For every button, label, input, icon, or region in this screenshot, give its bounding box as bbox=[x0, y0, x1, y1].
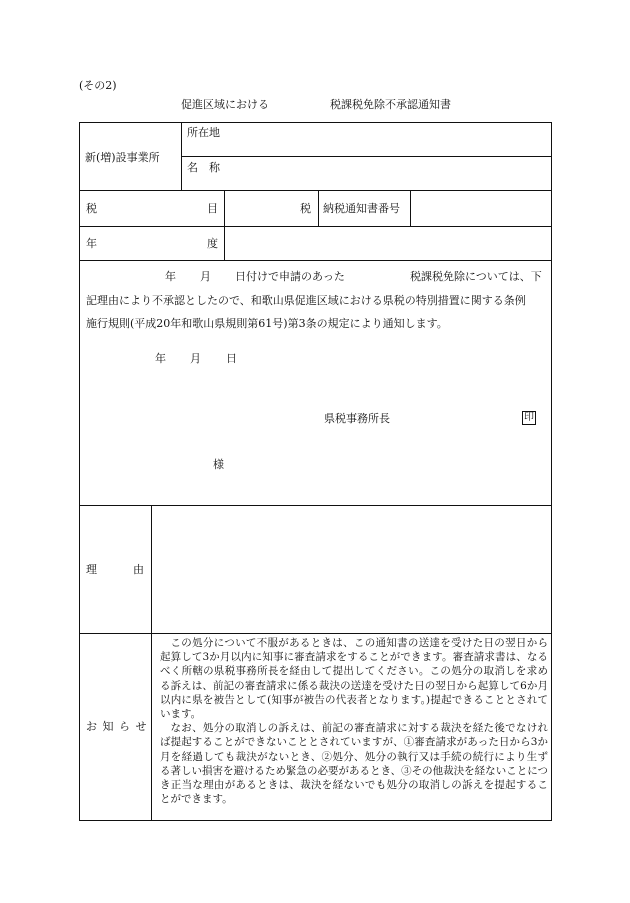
rule-tax-name-divider bbox=[318, 190, 319, 226]
rule-tax-bottom bbox=[79, 226, 552, 227]
date-year: 年 bbox=[155, 352, 166, 365]
tax-suffix: 税 bbox=[300, 202, 311, 215]
fiscal-year-label-1: 年 bbox=[86, 237, 97, 250]
body-exemption-text: 税課税免除については、下 bbox=[410, 270, 542, 283]
body-month: 月 bbox=[200, 270, 211, 283]
fiscal-year-label-2: 度 bbox=[207, 237, 218, 250]
date-day: 日 bbox=[226, 352, 237, 365]
rule-body-bottom bbox=[79, 505, 552, 506]
notice-text bbox=[160, 636, 548, 806]
notice-paragraph-2: なお、処分の取消しの訴えは、前記の審査請求に対する裁決を経た後でなければ提起することができないこととされていますが、①審査請求があった日から3か月を経過しても裁決がないとき、②処分、処分の執行又は手続の続行により生ずる著しい損害を避けるため緊急の必要があるとき、③その他裁決を経ないことにつき正当な理由があるときは、裁決を経ないでも処分の取消しの訴えを提起することができます。 bbox=[160, 722, 548, 806]
notice-label: お 知 ら せ bbox=[86, 720, 148, 733]
notice-number-label: 納税通知書番号 bbox=[323, 202, 400, 215]
location-label: 所在地 bbox=[187, 126, 220, 139]
date-month: 月 bbox=[190, 352, 201, 365]
body-line-2: 記理由により不承認としたので、和歌山県促進区域における県税の特別措置に関する条例 bbox=[86, 294, 526, 307]
form-title-suffix: 税課税免除不承認通知書 bbox=[330, 98, 451, 111]
notice-paragraph-1: この処分について不服があるときは、この通知書の送達を受けた日の翌日から起算して3か月以内に知事に審査請求をすることができます。審査請求書は、なるべく所轄の県税事務所長を経由して提出してください。この処分の取消しを求める訴えは、前記の審査請求に係る裁決の送達を受けた日の翌日から起算して6か月以内に県を被告として(知事が被告の代表者となります。)提起できることとされています。 bbox=[160, 637, 548, 721]
rule-notice-no-divider bbox=[410, 190, 411, 226]
rule-reason-bottom bbox=[79, 633, 552, 634]
honorific: 様 bbox=[213, 458, 224, 471]
office-label: 新(増)設事業所 bbox=[85, 151, 160, 164]
rule-year-bottom bbox=[79, 260, 552, 261]
form-number: (その2) bbox=[79, 79, 117, 92]
rule-tax-divider bbox=[224, 190, 225, 260]
reason-label-2: 由 bbox=[133, 563, 144, 576]
rule-label-column bbox=[151, 505, 152, 821]
body-date-text: 日付けで申請のあった bbox=[235, 270, 345, 283]
tax-item-label-2: 目 bbox=[207, 202, 218, 215]
name-label: 名 称 bbox=[187, 161, 220, 174]
director-title: 県税事務所長 bbox=[324, 412, 390, 425]
rule-office-divider bbox=[181, 122, 182, 190]
seal-mark: 印 bbox=[524, 412, 534, 423]
rule-location-bottom bbox=[181, 156, 552, 157]
body-year: 年 bbox=[165, 270, 176, 283]
body-line-3: 施行規則(平成20年和歌山県規則第61号)第3条の規定により通知します。 bbox=[86, 317, 448, 330]
rule-office-bottom bbox=[79, 190, 552, 191]
tax-item-label-1: 税 bbox=[86, 202, 97, 215]
form-title-prefix: 促進区域における bbox=[181, 98, 269, 111]
reason-label-1: 理 bbox=[86, 563, 97, 576]
